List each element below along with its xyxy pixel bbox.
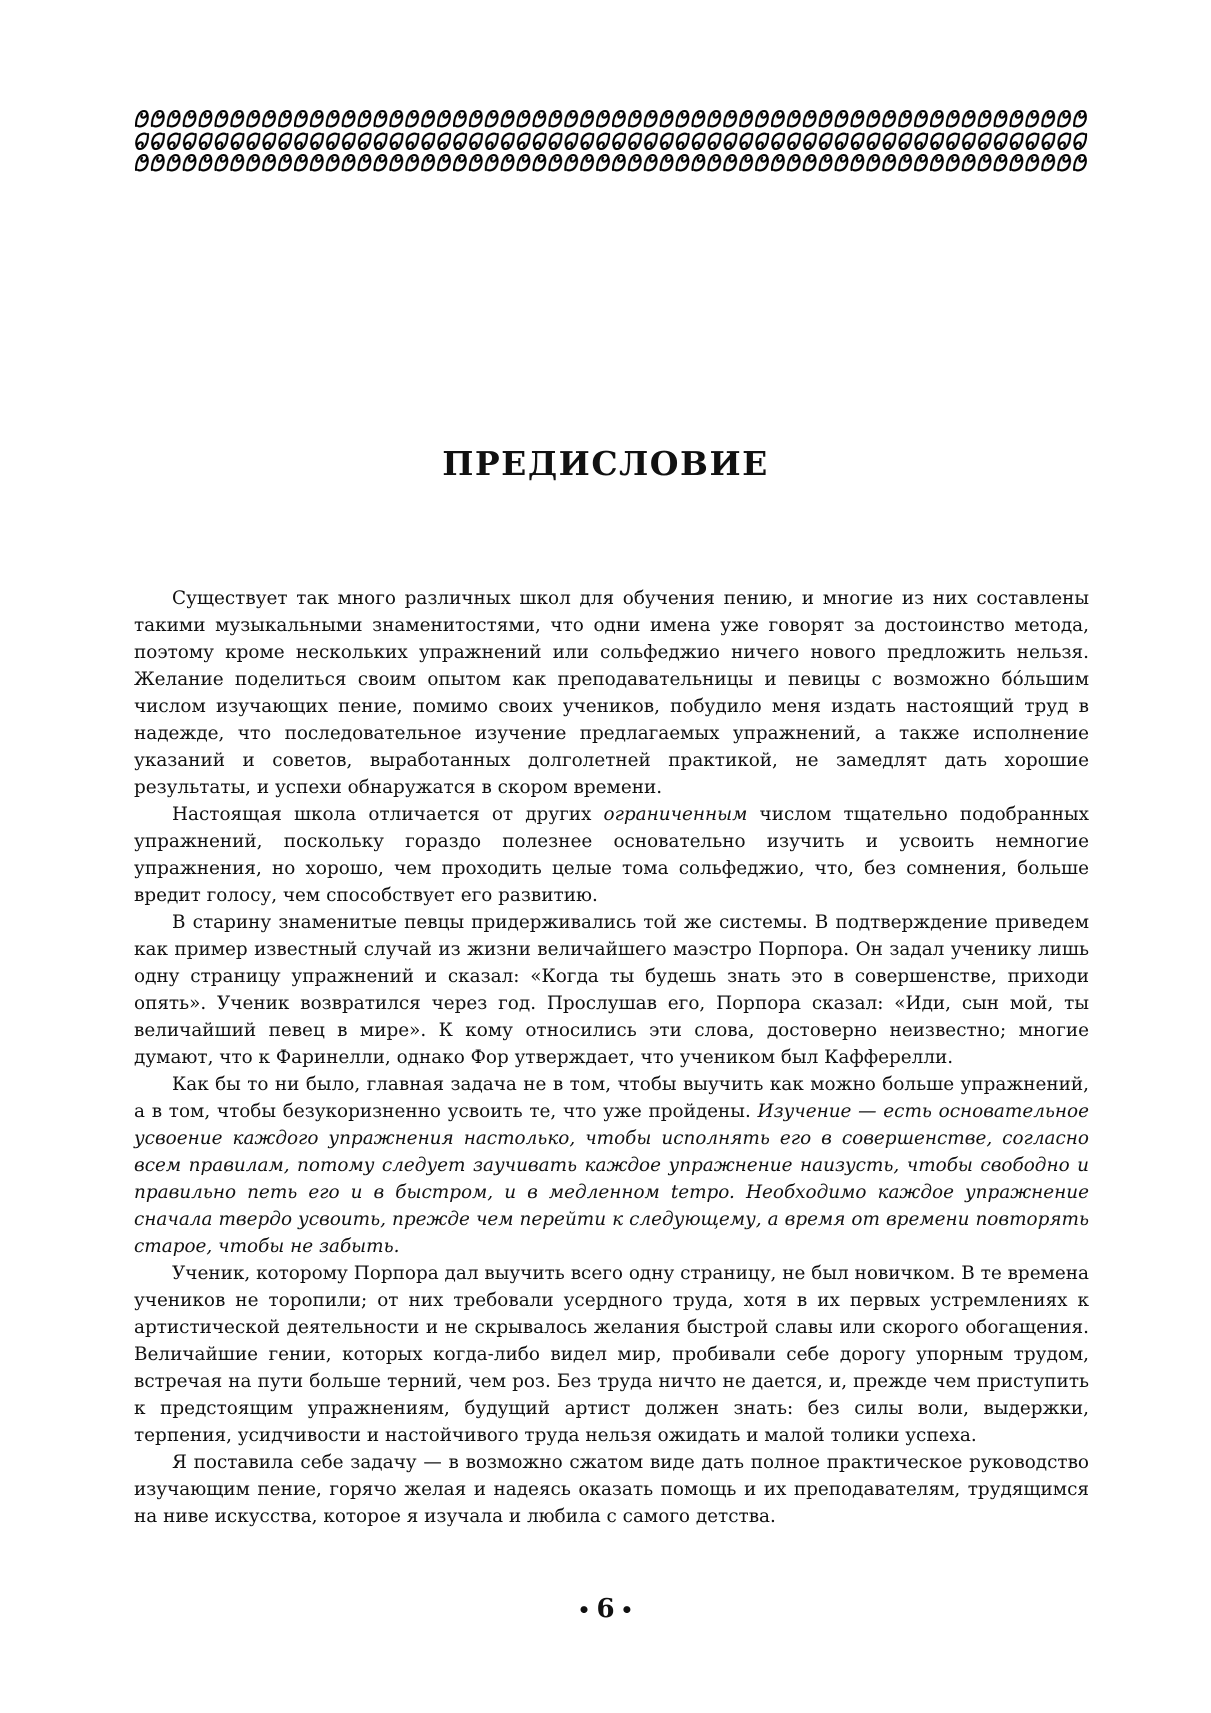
bullet-ornament-left: •: [577, 1598, 591, 1622]
paragraph: [134, 1260, 1089, 1449]
text-run: Существует так много различных школ для обучения пению, и многие из них составлены такими музыкальными знаменитостями, что одни имена уже говорят за достоинство метода, поэтому кроме нескольких упражнений или сольфеджио ничего нового предложить нельзя. Желание поделиться своим опытом как преподавательницы и певицы с возможно бóльшим числом изучающих пение, помимо своих учеников, побудило меня издать настоящий труд в надежде, что последовательное изучение предлагаемых упражнений, а также исполнение указаний и советов, выработанных долголетней практикой, не замедлят дать хорошие результаты, и успехи обнаружатся в скором времени.: [134, 588, 1089, 798]
paragraph: [134, 801, 1089, 909]
paragraph: [134, 1071, 1089, 1260]
page-title: ПРЕДИСЛОВИЕ: [442, 444, 769, 483]
text-run: Ученик, которому Порпора дал выучить всего одну страницу, не был новичком. В те времена учеников не торопили; от них требовали усердного труда, хотя в их первых устремлениях к артистической деятельности и не скрывалось желания быстрой славы или скорого обогащения. Величайшие гении, которых когда-либо видел мир, пробивали себе дорогу упорным трудом, встречая на пути больше терний, чем роз. Без труда ничто не дается, и, прежде чем приступить к предстоящим упражнениям, будущий артист должен знать: без силы воли, выдержки, терпения, усидчивости и настойчивого труда нельзя ожидать и малой толики успеха.: [134, 1263, 1089, 1446]
paragraph: [134, 1449, 1089, 1530]
italic-text-run: ограниченным: [603, 804, 748, 825]
bullet-ornament-right: •: [620, 1598, 634, 1622]
text-run: Настоящая школа отличается от других: [172, 804, 604, 825]
preface-body: [134, 585, 1089, 1530]
page-number-value: 6: [596, 1594, 615, 1624]
text-run: В старину знаменитые певцы придерживались той же системы. В подтверждение приведем как пример известный случай из жизни величайшего маэстро Порпора. Он задал ученику лишь одну страницу упражнений и сказал: «Когда ты будешь знать это в совершенстве, приходи опять». Ученик возвратился через год. Прослушав его, Порпора сказал: «Иди, сын мой, ты величайший певец в мире». К кому относились эти слова, достоверно неизвестно; многие думают, что к Фаринелли, однако Фор утверждает, что учеником был Кафферелли.: [134, 912, 1089, 1068]
paragraph: [134, 909, 1089, 1071]
paragraph: [134, 585, 1089, 801]
text-run: Как бы то ни было, главная задача не в том, чтобы выучить как можно больше упражнений, а в том, чтобы безукоризненно усвоить те, что уже пройдены.: [134, 1074, 1089, 1122]
text-run: Я поставила себе задачу — в возможно сжатом виде дать полное практическое руководство изучающим пение, горячо желая и надеясь оказать помощь и их преподавателям, трудящимся на ниве искусства, которое я изучала и любила с самого детства.: [134, 1452, 1089, 1527]
text-run: числом тщательно подобранных упражнений, поскольку гораздо полезнее основательно изучить и усвоить немногие упражнения, но хорошо, чем проходить целые тома сольфеджио, что, без сомнения, больше вредит голосу, чем способствует его развитию.: [134, 804, 1089, 906]
page-number: [0, 1594, 1211, 1624]
ornamental-header-border: [134, 108, 1089, 176]
italic-text-run: Изучение — есть основательное усвоение каждого упражнения настолько, чтобы исполнять его в совершенстве, согласно всем правилам, потому следует заучивать каждое упражнение наизусть, чтобы свободно и правильно петь его и в быстром, и в медленном tempo. Необходимо каждое упражнение сначала твердо усвоить, прежде чем перейти к следующему, а время от времени повторять старое, чтобы не забыть.: [134, 1101, 1089, 1257]
